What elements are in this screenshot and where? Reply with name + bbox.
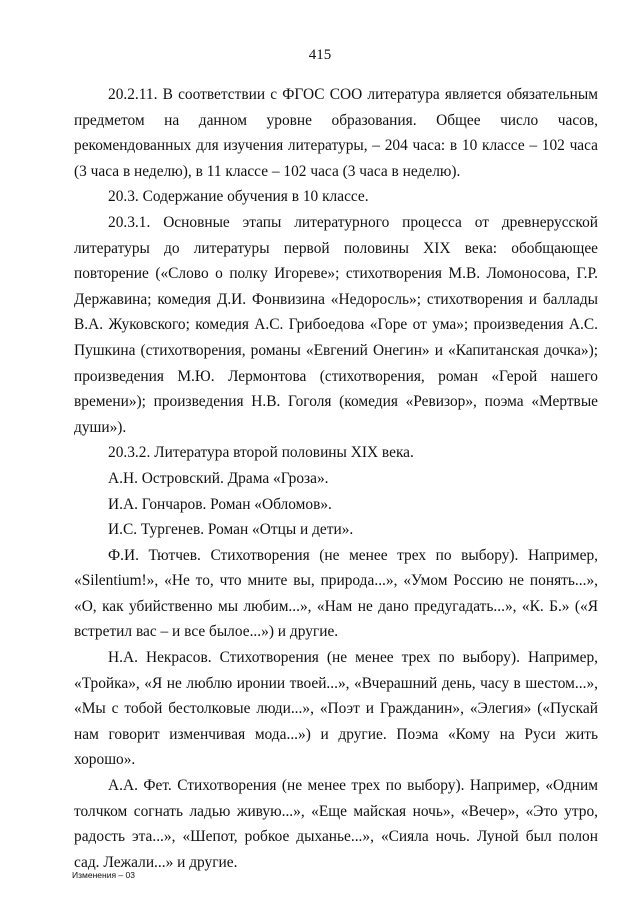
paragraph-goncharov: И.А. Гончаров. Роман «Обломов».	[108, 495, 332, 513]
page-number: 415	[308, 47, 332, 63]
paragraph-20-3-2: 20.3.2. Литература второй половины XIX века.	[108, 444, 414, 462]
paragraph-fet: А.А. Фет. Стихотворения (не менее трех по выбору). Например, «Одним толчком согнать ладью живую...», «Еще майская ночь», «Вечер», «Это утро, радость эта...», «Шепот, робкое дыханье...», «Сияла ночь. Луной был полон сад. Лежали...» и другие.	[74, 777, 598, 871]
document-body	[74, 82, 598, 875]
paragraph-20-2-11: 20.2.11. В соответствии с ФГОС СОО литература является обязательным предметом на данном уровне образования. Общее число часов, рекомендованных для изучения литературы, – 204 часа: в 10 классе – 102 часа (3 часа в неделю), в 11 классе – 102 часа (3 часа в неделю).	[74, 86, 598, 180]
paragraph-turgenev: И.С. Тургенев. Роман «Отцы и дети».	[108, 521, 354, 539]
footer-revision-note: Изменения – 03	[72, 870, 135, 880]
paragraph-nekrasov: Н.А. Некрасов. Стихотворения (не менее трех по выбору). Например, «Тройка», «Я не люблю иронии твоей...», «Вчерашний день, часу в шестом...», «Мы с тобой бестолковые люди...», «Поэт и Гражданин», «Элегия» («Пускай нам говорит изменчивая мода...») и другие. Поэма «Кому на Руси жить хорошо».	[74, 649, 598, 769]
paragraph-20-3: 20.3. Содержание обучения в 10 классе.	[108, 188, 369, 206]
paragraph-tyutchev: Ф.И. Тютчев. Стихотворения (не менее трех по выбору). Например, «Silentium!», «Не то, что мните вы, природа...», «Умом Россию не понять...», «О, как убийственно мы любим...», «Нам не дано предугадать...», «К. Б.» («Я встретил вас – и все былое...») и другие.	[74, 546, 598, 641]
paragraph-ostrovsky: А.Н. Островский. Драма «Гроза».	[108, 469, 329, 487]
paragraph-20-3-1: 20.3.1. Основные этапы литературного процесса от древнерусской литературы до литературы первой половины XIX века: обобщающее повторение («Слово о полку Игореве»; стихотворения М.В. Ломоносова, Г.Р. Державина; комедия Д.И. Фонвизина «Недоросль»; стихотворения и баллады В.А. Жуковского; комедия А.С. Грибоедова «Горе от ума»; произведения А.С. Пушкина (стихотворения, романы «Евгений Онегин» и «Капитанская дочка»); произведения М.Ю. Лермонтова (стихотворения, роман «Герой нашего времени»); произведения Н.В. Гоголя (комедия «Ревизор», поэма «Мертвые души»).	[74, 213, 598, 436]
